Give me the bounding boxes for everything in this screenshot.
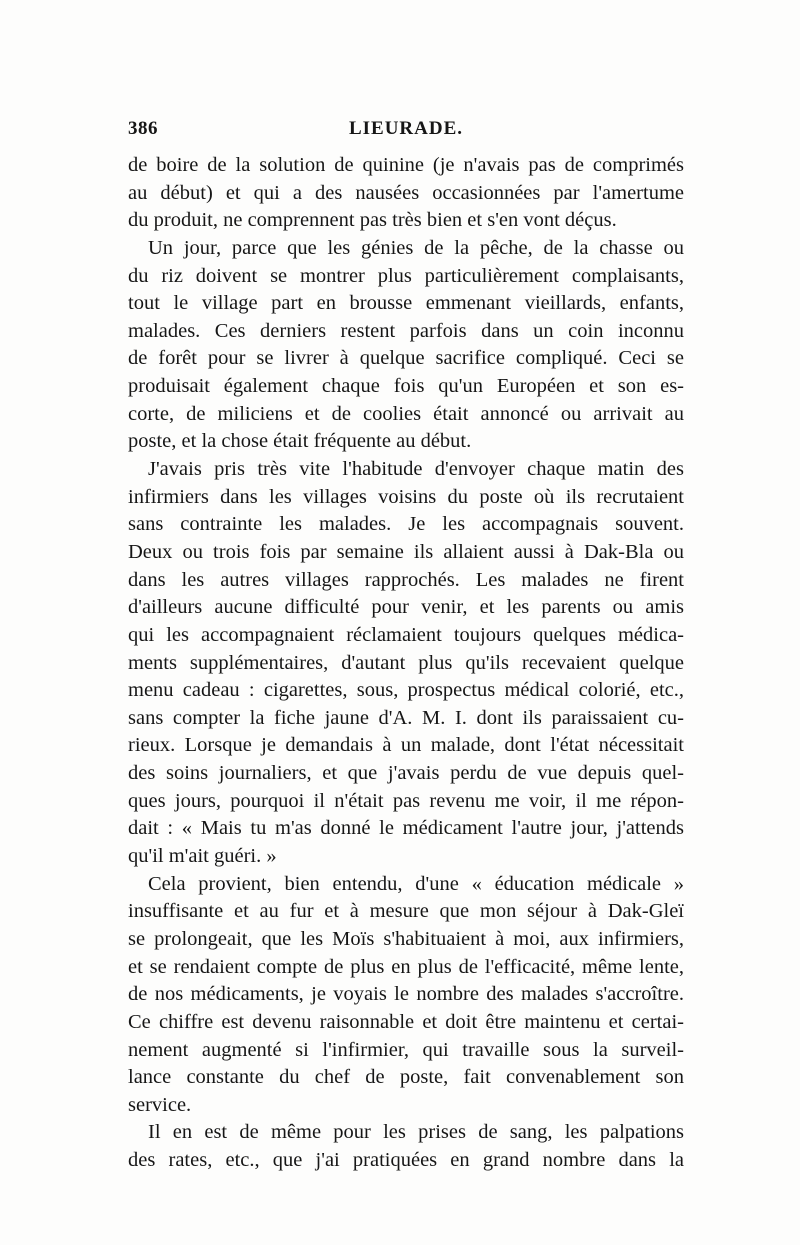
text-line: Cela provient, bien entendu, d'une « éducation médicale » [148,872,684,895]
text-line: Un jour, parce que les génies de la pêche, de la chasse ou [148,236,684,259]
text-line: de boire de la solution de quinine (je n'avais pas de comprimés [128,154,684,176]
text-line: du produit, ne comprennent pas très bien et s'en vont déçus. [128,209,617,232]
text-line: J'avais pris très vite l'habitude d'envoyer chaque matin des [148,458,684,481]
text-line: et se rendaient compte de plus en plus de l'efficacité, même lente, [128,955,684,978]
text-line: infirmiers dans les villages voisins du poste où ils recrutaient [128,485,684,508]
text-line: ques jours, pourquoi il n'était pas revenu me voir, il me répon- [128,789,684,812]
text-line: qu'il m'ait guéri. » [128,845,277,868]
text-line: ments supplémentaires, d'autant plus qu'ils recevaient quelque [128,651,684,674]
text-line: poste, et la chose était fréquente au début. [128,430,472,453]
text-line: d'ailleurs aucune difficulté pour venir, et les parents ou amis [128,596,684,619]
text-line: qui les accompagnaient réclamaient toujours quelques médica- [128,623,684,646]
text-line: Deux ou trois fois par semaine ils allaient aussi à Dak-Bla ou [128,540,684,563]
text-line: de forêt pour se livrer à quelque sacrifice compliqué. Ceci se [128,347,684,370]
text-line: sans contrainte les malades. Je les accompagnais souvent. [128,513,684,536]
text-line: malades. Ces derniers restent parfois dans un coin inconnu [128,319,684,342]
page-number: 386 [128,118,158,139]
text-line: nement augmenté si l'infirmier, qui travaille sous la surveil- [128,1038,684,1061]
text-line: produisait également chaque fois qu'un Européen et son es- [128,375,684,398]
text-line: au début) et qui a des nausées occasionnées par l'amertume [128,181,684,204]
text-line: menu cadeau : cigarettes, sous, prospectus médical colorié, etc., [128,679,684,702]
text-line: dait : « Mais tu m'as donné le médicament l'autre jour, j'attends [128,817,684,840]
text-line: de nos médicaments, je voyais le nombre des malades s'accroître. [128,983,684,1006]
text-line: service. [128,1093,192,1116]
text-line: rieux. Lorsque je demandais à un malade, dont l'état nécessitait [128,734,684,757]
text-line: se prolongeait, que les Moïs s'habituaient à moi, aux infirmiers, [128,927,684,950]
text-line: Il en est de même pour les prises de sang, les palpations [148,1121,684,1144]
text-line: des soins journaliers, et que j'avais perdu de vue depuis quel- [128,762,684,785]
text-line: sans compter la fiche jaune d'A. M. I. dont ils paraissaient cu- [128,706,684,729]
text-line: insuffisante et au fur et à mesure que mon séjour à Dak-Gleï [128,900,684,923]
text-line: corte, de miliciens et de coolies était annoncé ou arrivait au [128,402,684,425]
text-line: tout le village part en brousse emmenant vieillards, enfants, [128,292,684,315]
text-line: du riz doivent se montrer plus particulièrement complaisants, [128,264,684,287]
body-text [128,152,684,1175]
text-line: Ce chiffre est devenu raisonnable et doit être maintenu et certai- [128,1010,684,1033]
text-line: dans les autres villages rapprochés. Les malades ne firent [128,568,684,591]
text-line: des rates, etc., que j'ai pratiquées en grand nombre dans la [128,1149,684,1172]
text-line: lance constante du chef de poste, fait convenablement son [128,1066,684,1089]
page-header [128,118,684,146]
running-title: LIEURADE. [348,118,464,139]
